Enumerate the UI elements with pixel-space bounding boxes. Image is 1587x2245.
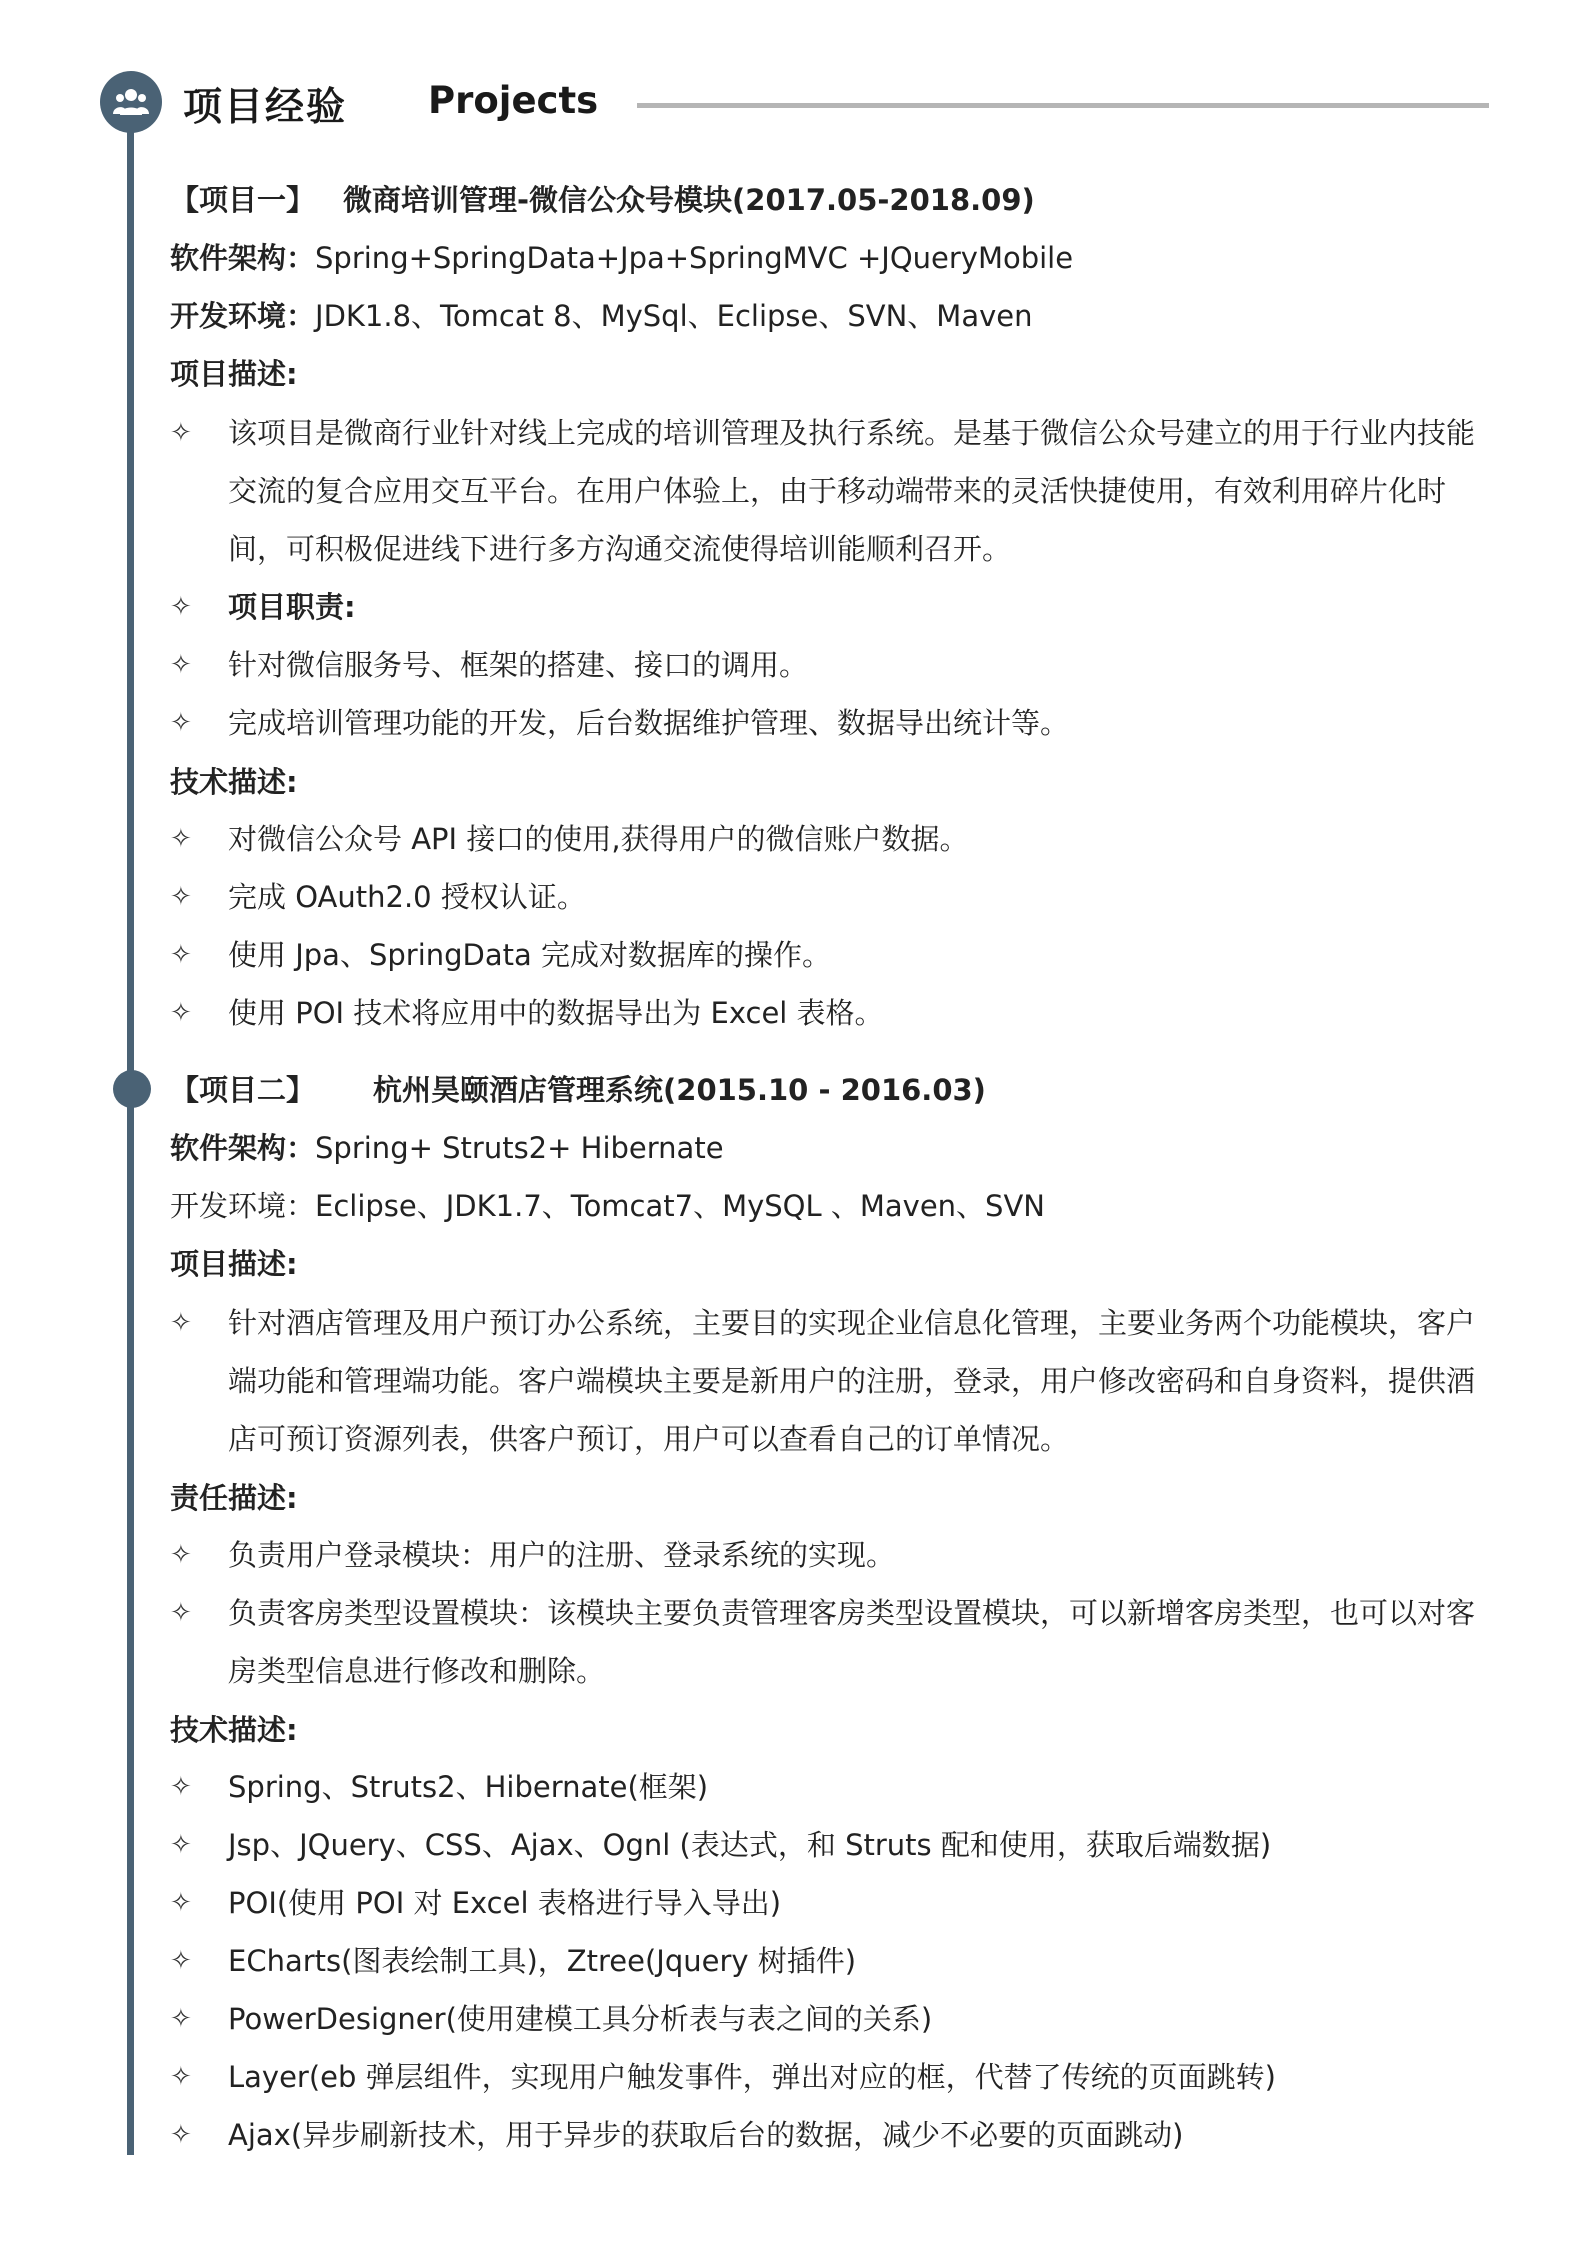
project1-arch-label: 软件架构：	[170, 241, 316, 275]
list-item	[170, 810, 1490, 868]
project1-tech-item: 使用 Jpa、SpringData 完成对数据库的操作。	[228, 938, 831, 972]
project1-env-label: 开发环境：	[170, 299, 316, 333]
bullet-icon: ✧	[170, 1830, 192, 1860]
project1-header	[170, 180, 1490, 220]
section-icon-badge	[100, 71, 162, 133]
list-item	[170, 694, 1490, 752]
list-item	[170, 1294, 1490, 1468]
bullet-icon: ✧	[170, 824, 192, 854]
project1-desc-text: 该项目是微商行业针对线上完成的培训管理及执行系统。是基于微信公众号建立的用于行业内技能交流的复合应用交互平台。在用户体验上，由于移动端带来的灵活快捷使用，有效利用碎片化时间，可积极促进线下进行多方沟通交流使得培训能顺利召开。	[228, 416, 1476, 566]
list-item	[170, 404, 1490, 578]
list-item	[170, 2106, 1490, 2164]
bullet-icon: ✧	[170, 708, 192, 738]
project1-tech-item: 使用 POI 技术将应用中的数据导出为 Excel 表格。	[228, 996, 884, 1030]
bullet-icon: ✧	[170, 998, 192, 1028]
section-divider	[637, 103, 1489, 108]
project1-title: 微商培训管理-微信公众号模块(2017.05-2018.09)	[343, 183, 1035, 217]
bullet-icon: ✧	[170, 1598, 192, 1628]
bullet-icon: ✧	[170, 1308, 192, 1338]
project2-env-value: Eclipse、JDK1.7、Tomcat7、MySQL 、Maven、SVN	[315, 1189, 1046, 1223]
project1-desc-heading: 项目描述:	[170, 357, 298, 391]
project1-tech-item: 完成 OAuth2.0 授权认证。	[228, 880, 586, 914]
list-item	[170, 1758, 1490, 1816]
bullet-icon: ✧	[170, 2120, 192, 2150]
project2-tag: 【项目二】	[170, 1073, 316, 1107]
list-item	[170, 868, 1490, 926]
project1-env-value: JDK1.8、Tomcat 8、MySql、Eclipse、SVN、Maven	[315, 299, 1033, 333]
project2-title: 杭州昊颐酒店管理系统(2015.10 - 2016.03)	[373, 1073, 986, 1107]
project2-tech-heading: 技术描述:	[170, 1713, 298, 1747]
bullet-icon: ✧	[170, 1888, 192, 1918]
bullet-icon: ✧	[170, 2004, 192, 2034]
bullet-icon: ✧	[170, 1946, 192, 1976]
bullet-icon: ✧	[170, 418, 192, 448]
project1-duty-heading: 项目职责:	[228, 590, 356, 624]
project1-duty-item: 针对微信服务号、框架的搭建、接口的调用。	[228, 648, 809, 682]
list-item	[170, 1932, 1490, 1990]
project1-duty-item: 完成培训管理功能的开发，后台数据维护管理、数据导出统计等。	[228, 706, 1070, 740]
project1-env	[170, 296, 1490, 336]
timeline-line	[127, 100, 134, 2155]
bullet-icon: ✧	[170, 1540, 192, 1570]
project2-tech-item: Ajax(异步刷新技术，用于异步的获取后台的数据，减少不必要的页面跳动)	[228, 2118, 1184, 2152]
project2-tech-item: Jsp、JQuery、CSS、Ajax、Ognl (表达式，和 Struts 配和使用，获取后端数据)	[228, 1828, 1272, 1862]
list-item	[170, 578, 1490, 636]
bullet-icon: ✧	[170, 940, 192, 970]
project1-arch	[170, 238, 1490, 278]
project1-tag: 【项目一】	[170, 183, 316, 217]
list-item	[170, 2048, 1490, 2106]
project1-arch-value: Spring+SpringData+Jpa+SpringMVC +JQueryMobile	[315, 241, 1074, 275]
project2-desc-text: 针对酒店管理及用户预订办公系统，主要目的实现企业信息化管理，主要业务两个功能模块，客户端功能和管理端功能。客户端模块主要是新用户的注册，登录，用户修改密码和自身资料，提供酒店可预订资源列表，供客户预订，用户可以查看自己的订单情况。	[228, 1306, 1476, 1456]
list-item	[170, 1816, 1490, 1874]
list-item	[170, 636, 1490, 694]
list-item	[170, 1584, 1490, 1700]
project2-tech-item: Spring、Struts2、Hibernate(框架)	[228, 1770, 709, 1804]
list-item	[170, 1874, 1490, 1932]
project2-desc-heading: 项目描述:	[170, 1247, 298, 1281]
project2-tech-item: POI(使用 POI 对 Excel 表格进行导入导出)	[228, 1886, 782, 1920]
project2-duty-item: 负责用户登录模块：用户的注册、登录系统的实现。	[228, 1538, 896, 1572]
project2-env	[170, 1186, 1490, 1226]
list-item	[170, 984, 1490, 1042]
project2-arch-value: Spring+ Struts2+ Hibernate	[315, 1131, 724, 1165]
bullet-icon: ✧	[170, 650, 192, 680]
project2-header	[170, 1070, 1490, 1110]
section-title-en: Projects	[428, 79, 599, 122]
project2-duty-item: 负责客房类型设置模块：该模块主要负责管理客房类型设置模块，可以新增客房类型，也可以对客房类型信息进行修改和删除。	[228, 1596, 1476, 1688]
bullet-icon: ✧	[170, 882, 192, 912]
people-icon	[113, 86, 149, 118]
project2-timeline-dot	[113, 1070, 151, 1108]
bullet-icon: ✧	[170, 2062, 192, 2092]
project2-tech-item: ECharts(图表绘制工具)，Ztree(Jquery 树插件)	[228, 1944, 857, 1978]
project2-duty-heading: 责任描述:	[170, 1481, 298, 1515]
bullet-icon: ✧	[170, 592, 192, 622]
project2-arch	[170, 1128, 1490, 1168]
project2-tech-item: Layer(eb 弹层组件，实现用户触发事件，弹出对应的框，代替了传统的页面跳转)	[228, 2060, 1276, 2094]
project1-tech-item: 对微信公众号 API 接口的使用,获得用户的微信账户数据。	[228, 822, 969, 856]
project2-arch-label: 软件架构：	[170, 1131, 316, 1165]
section-title-cn: 项目经验	[183, 85, 348, 130]
project2-tech-item: PowerDesigner(使用建模工具分析表与表之间的关系)	[228, 2002, 933, 2036]
list-item	[170, 926, 1490, 984]
list-item	[170, 1990, 1490, 2048]
bullet-icon: ✧	[170, 1772, 192, 1802]
project2-env-label: 开发环境：	[170, 1189, 316, 1223]
list-item	[170, 1526, 1490, 1584]
project1-tech-heading: 技术描述:	[170, 765, 298, 799]
